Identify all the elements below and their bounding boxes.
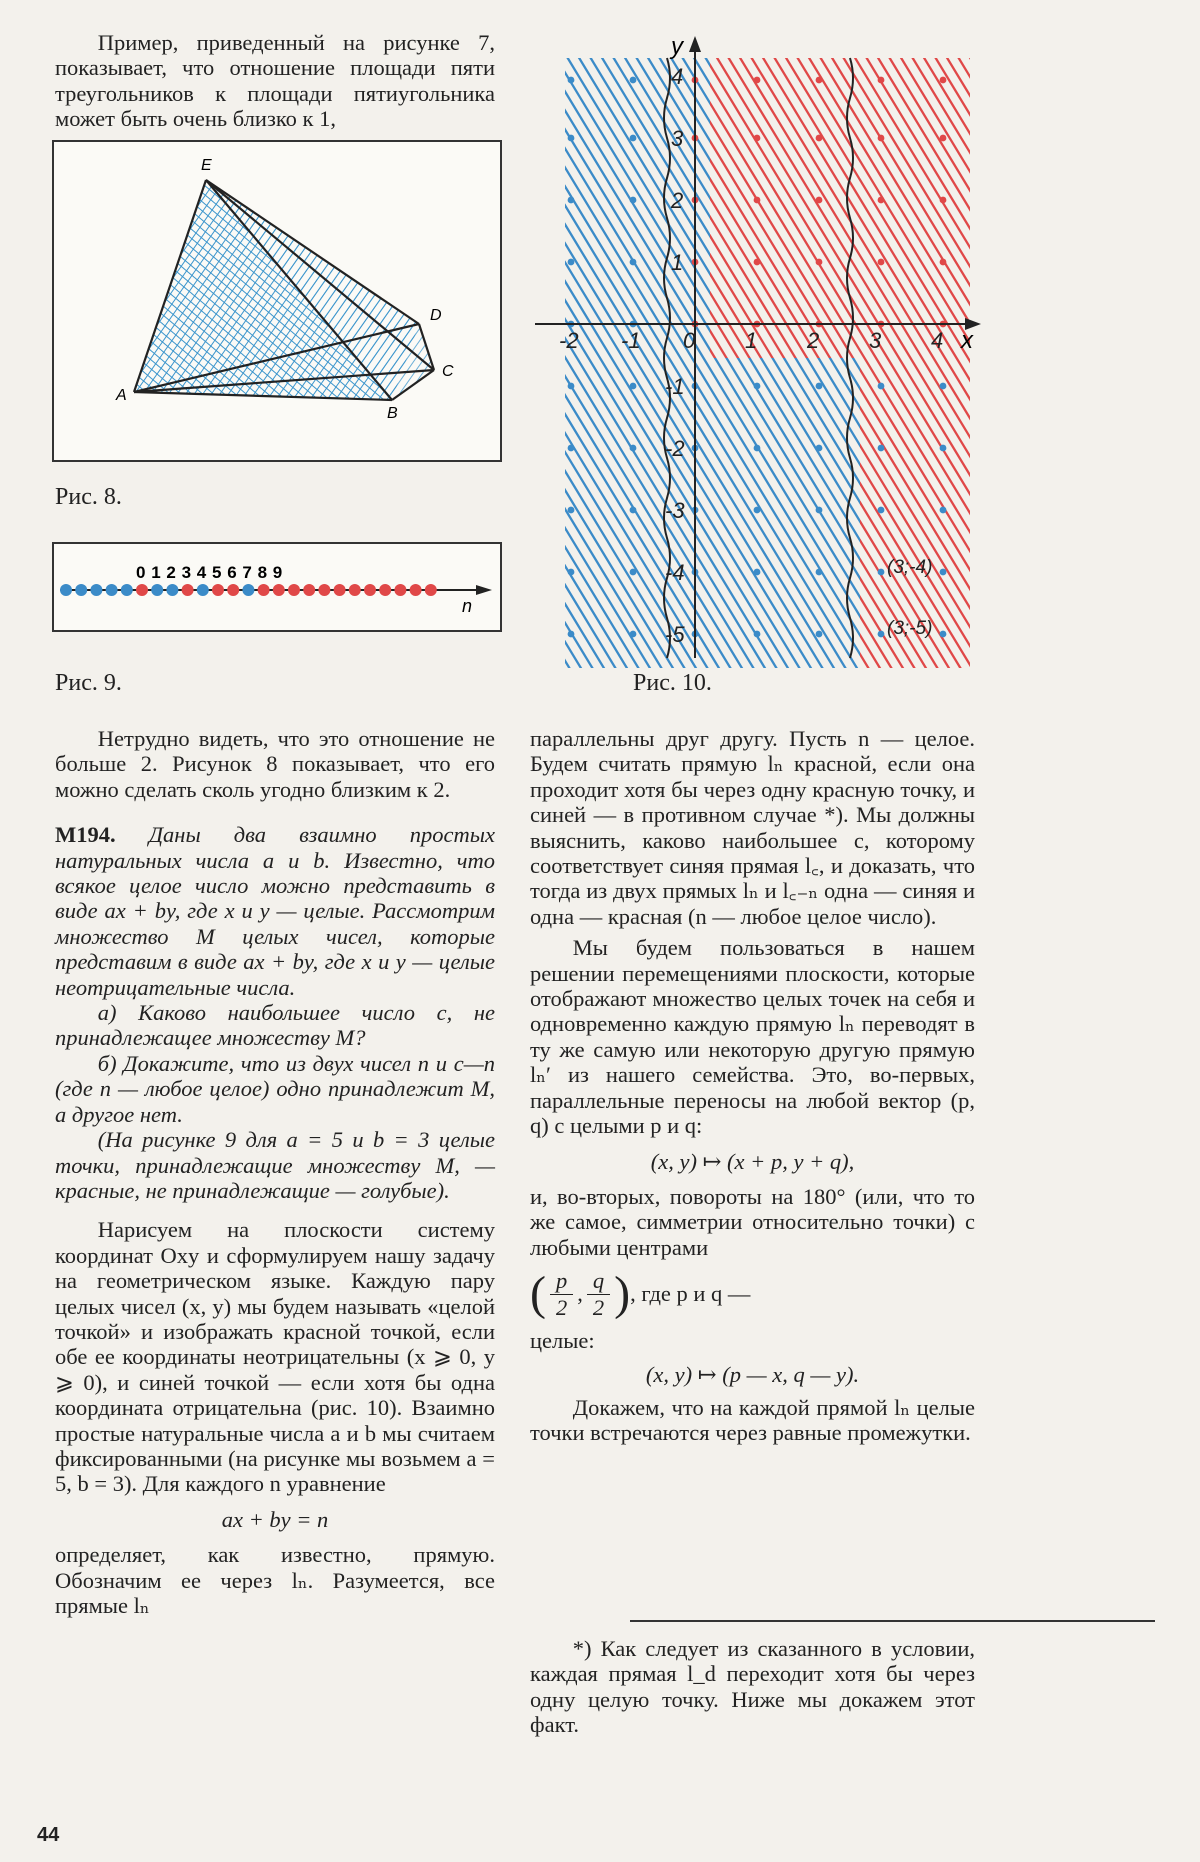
lattice-point <box>878 507 885 514</box>
lattice-point <box>568 135 575 142</box>
y-tick-label: -4 <box>665 560 685 585</box>
lattice-point <box>816 383 823 390</box>
number-line-digit: 5 <box>212 563 222 582</box>
x-tick-label: 1 <box>745 328 758 353</box>
number-line-dot <box>349 584 361 596</box>
fraction-q-over-2 <box>587 1268 610 1320</box>
ratio-paragraph: Нетрудно видеть, что это отношение не больше 2. Рисунок 8 показывает, что его можно сделать сколь угодно близким к 2. <box>55 726 495 802</box>
hatch-line <box>975 28 985 668</box>
footnote-text: *) Как следует из сказанного в условии, каждая прямая l_d переходит хотя бы через одну целую точку. Ниже мы докажем этот факт. <box>530 1636 975 1738</box>
x-axis-label: x <box>961 327 973 354</box>
number-line-dot <box>197 584 209 596</box>
number-line-dot <box>212 584 224 596</box>
page-number: 44 <box>37 1824 60 1846</box>
lattice-point <box>630 507 637 514</box>
hatch-line <box>975 28 985 668</box>
number-line-dot <box>75 584 87 596</box>
hatch-line <box>525 28 547 668</box>
hatch-line <box>525 28 536 668</box>
lattice-point <box>630 77 637 84</box>
y-tick-label: -3 <box>665 498 685 523</box>
lattice-point <box>568 259 575 266</box>
footnote <box>530 1636 975 1738</box>
fraction-p-numerator: p <box>555 1268 568 1294</box>
number-line-label: n <box>462 596 473 616</box>
lattice-point <box>940 77 947 84</box>
lattice-point <box>816 445 823 452</box>
number-line-dot <box>364 584 376 596</box>
hatch-line <box>525 28 559 668</box>
hatch-line <box>975 28 985 668</box>
point-label-3-4: (3;-4) <box>887 557 933 578</box>
lattice-point <box>816 259 823 266</box>
paren-left: ( <box>530 1267 546 1321</box>
figure-9-frame <box>52 542 502 632</box>
x-tick-label: 3 <box>869 328 882 353</box>
number-line-digit: 9 <box>272 563 283 582</box>
number-line-dot <box>166 584 178 596</box>
lattice-point <box>878 383 885 390</box>
hatch-line <box>525 28 536 668</box>
number-line-digit: 6 <box>227 563 237 582</box>
lattice-point <box>878 197 885 204</box>
lattice-point <box>568 77 575 84</box>
number-line-digit: 7 <box>242 563 252 582</box>
number-line-dot <box>273 584 285 596</box>
lattice-point <box>754 197 761 204</box>
lattice-point <box>754 135 761 142</box>
lattice-point <box>940 135 947 142</box>
number-line-dot <box>379 584 391 596</box>
number-line-dot <box>425 584 437 596</box>
intro-text: Пример, приведенный на рисунке 7, показывает, что отношение площади пяти треугольников к площади пятиугольника может быть очень близко к 1, <box>55 30 495 132</box>
hatch-line <box>975 28 985 668</box>
lattice-point <box>940 631 947 638</box>
lattice-point <box>878 135 885 142</box>
vertex-label-e: E <box>201 157 212 174</box>
number-line-dot <box>288 584 300 596</box>
proof-claim-paragraph: Докажем, что на каждой прямой lₙ целые точки встречаются через равные промежутки. <box>530 1394 975 1446</box>
x-tick-label: -2 <box>559 328 579 353</box>
lattice-point <box>816 507 823 514</box>
lattice-point <box>940 507 947 514</box>
vertex-label-c: C <box>442 363 454 380</box>
number-line-dot <box>318 584 330 596</box>
y-tick-label: -5 <box>665 622 685 647</box>
lattice-point <box>940 259 947 266</box>
number-line-arrow <box>476 585 492 595</box>
number-line-dot <box>242 584 254 596</box>
lattice-point <box>630 445 637 452</box>
lattice-point <box>754 569 761 576</box>
translation-formula: (x, y) ↦ (x + p, y + q), <box>650 1148 855 1174</box>
lattice-point <box>816 77 823 84</box>
point-label-3-5: (3;-5) <box>887 618 933 639</box>
integers-label: целые: <box>530 1328 595 1354</box>
vertex-label-d: D <box>430 307 442 324</box>
hatch-line <box>525 28 547 668</box>
lattice-point <box>630 197 637 204</box>
figure-8-frame <box>52 140 502 462</box>
lattice-point <box>816 569 823 576</box>
lattice-point <box>754 383 761 390</box>
fraction-p-denominator: 2 <box>550 1294 573 1320</box>
lattice-point <box>754 507 761 514</box>
y-tick-label: 2 <box>671 188 684 213</box>
lattice-point <box>816 631 823 638</box>
lattice-point <box>568 383 575 390</box>
setup-paragraph: Нарисуем на плоскости систему координат Oxy и сформулируем нашу задачу на геометрическом языке. Каждую пару целых чисел (x, y) мы будем называть «целой точкой» и изображать красной точкой, если обе ее координаты неотрицательны (x ⩾ 0, y ⩾ 0), и синей точкой — если хотя бы одна координата отрицательна (рис. 10). Взаимно простые натуральные числа a и b мы считаем фиксированными (на рисунке мы возьмем a = 5, b = 3). Для каждого n уравнение <box>55 1217 495 1497</box>
lattice-point <box>630 631 637 638</box>
lattice-point <box>754 259 761 266</box>
parallel-paragraph: параллельны друг другу. Пусть n — целое. Будем считать прямую lₙ красной, если она проходит хотя бы через одну красную точку, и синей — в противном случае *). Мы должны выяснить, каково наибольшее c, которому соответствует синяя прямая l꜀, и доказать, что тогда из двух прямых lₙ и l꜀₋ₙ одна — синяя и одна — красная (n — любое целое число). <box>530 726 975 929</box>
number-line-digit: 0 <box>136 563 146 582</box>
hatch-line <box>525 28 559 668</box>
number-line-digit: 8 <box>257 563 268 582</box>
right-column <box>530 726 975 1446</box>
number-line-digit: 3 <box>181 563 192 582</box>
fraction-q-denominator: 2 <box>587 1294 610 1320</box>
figure-9-number-line <box>54 544 500 630</box>
problem-m194 <box>55 822 495 1000</box>
number-line-dot <box>182 584 194 596</box>
motions-paragraph: Мы будем пользоваться в нашем решении перемещениями плоскости, которые отображают множество целых точек на себя и одновременно каждую прямую lₙ переводят в ту же самую или некоторую другую прямую lₙ′ из нашего семейства. Это, во-первых, параллельные переносы на любой вектор (p, q) с целыми p и q: <box>530 935 975 1139</box>
lattice-point <box>630 259 637 266</box>
lattice-point <box>568 197 575 204</box>
x-tick-label: -1 <box>621 328 641 353</box>
number-line-dot <box>121 584 133 596</box>
lattice-point <box>878 569 885 576</box>
lattice-point <box>878 631 885 638</box>
lattice-point <box>630 135 637 142</box>
number-line-dot <box>258 584 270 596</box>
hatch-line <box>525 28 536 668</box>
number-line-digit: 2 <box>166 563 176 582</box>
number-line-dot <box>90 584 102 596</box>
figure-9-caption: Рис. 9. <box>55 670 122 696</box>
lattice-point <box>754 445 761 452</box>
figure-note: (На рисунке 9 для a = 5 и b = 3 целые точки, принадлежащие множеству M, — красные, не принадлежащие — голубые). <box>55 1127 495 1203</box>
intro-paragraph <box>55 30 495 132</box>
number-line-dot <box>334 584 346 596</box>
question-a: а) Каково наибольшее число c, не принадлежащее множеству M? <box>55 1000 495 1051</box>
question-b: б) Докажите, что из двух чисел n и c—n (где n — любое целое) одно принадлежит M, а другое нет. <box>55 1050 495 1127</box>
lattice-point <box>754 631 761 638</box>
figure-10-caption: Рис. 10. <box>633 670 712 696</box>
vertex-label-a: A <box>116 387 127 404</box>
hatch-line <box>525 28 559 668</box>
hatch-line <box>525 28 559 668</box>
lattice-point <box>568 445 575 452</box>
number-line-dot <box>151 584 163 596</box>
number-line-digit: 1 <box>151 563 161 582</box>
lattice-point <box>878 445 885 452</box>
figure-8-caption: Рис. 8. <box>55 484 122 510</box>
lattice-point <box>940 445 947 452</box>
y-tick-label: 3 <box>671 126 684 151</box>
y-tick-label: 4 <box>671 64 684 89</box>
lattice-point <box>878 259 885 266</box>
left-column <box>55 726 495 1618</box>
x-tick-label: 4 <box>931 328 944 353</box>
lattice-point <box>816 197 823 204</box>
y-axis-arrow <box>689 36 701 52</box>
number-line-dot <box>136 584 148 596</box>
x-tick-label: 0 <box>683 328 696 353</box>
center-fraction-line <box>530 1264 975 1324</box>
rotation-paragraph: и, во-вторых, повороты на 180° (или, что то же самое, симметрии относительно точки) с любыми центрами <box>530 1183 975 1260</box>
number-line-digit: 4 <box>196 563 207 582</box>
number-line-dot <box>106 584 118 596</box>
lattice-point <box>940 197 947 204</box>
vertex-label-b: B <box>387 405 398 422</box>
paren-right: ) <box>614 1267 631 1321</box>
fraction-q-numerator: q <box>592 1268 605 1294</box>
fraction-p-over-2 <box>550 1268 573 1320</box>
line-definition-paragraph: определяет, как известно, прямую. Обозначим ее через lₙ. Разумеется, все прямые lₙ <box>55 1542 495 1618</box>
lattice-point <box>878 77 885 84</box>
number-line-dot <box>60 584 72 596</box>
y-tick-label: -1 <box>665 374 685 399</box>
problem-label: М194. <box>55 822 116 848</box>
lattice-point <box>940 569 947 576</box>
problem-statement: Даны два взаимно простых натуральных числа a и b. Известно, что всякое целое число можно представить в виде ax + by, где x и y — целые. Рассмотрим множество M целых чисел, которые представим в виде ax + by, где x и y — целые неотрицательные числа. <box>55 822 495 1000</box>
y-tick-label: -2 <box>665 436 685 461</box>
lattice-point <box>630 569 637 576</box>
hatch-line <box>525 28 547 668</box>
center-tail: , где p и q — <box>630 1281 751 1307</box>
number-line-dot <box>394 584 406 596</box>
lattice-point <box>568 631 575 638</box>
lattice-point <box>940 383 947 390</box>
y-axis-label: y <box>671 33 683 60</box>
line-equation: ax + by = n <box>221 1506 329 1532</box>
footnote-divider <box>630 1620 1155 1622</box>
figure-8-pyramid <box>54 142 500 460</box>
number-line-dot <box>303 584 315 596</box>
lattice-point <box>630 383 637 390</box>
fraction-comma: , <box>577 1281 583 1307</box>
number-line-dot <box>410 584 422 596</box>
figure-10-lattice <box>525 28 985 668</box>
symmetry-formula: (x, y) ↦ (p — x, q — y). <box>645 1361 860 1387</box>
hatch-line <box>525 28 547 668</box>
lattice-point <box>754 77 761 84</box>
y-tick-label: 1 <box>671 250 684 275</box>
number-line-dot <box>227 584 239 596</box>
hatch-line <box>525 28 536 668</box>
lattice-point <box>568 507 575 514</box>
x-tick-label: 2 <box>807 328 820 353</box>
lattice-point <box>568 569 575 576</box>
lattice-point <box>816 135 823 142</box>
